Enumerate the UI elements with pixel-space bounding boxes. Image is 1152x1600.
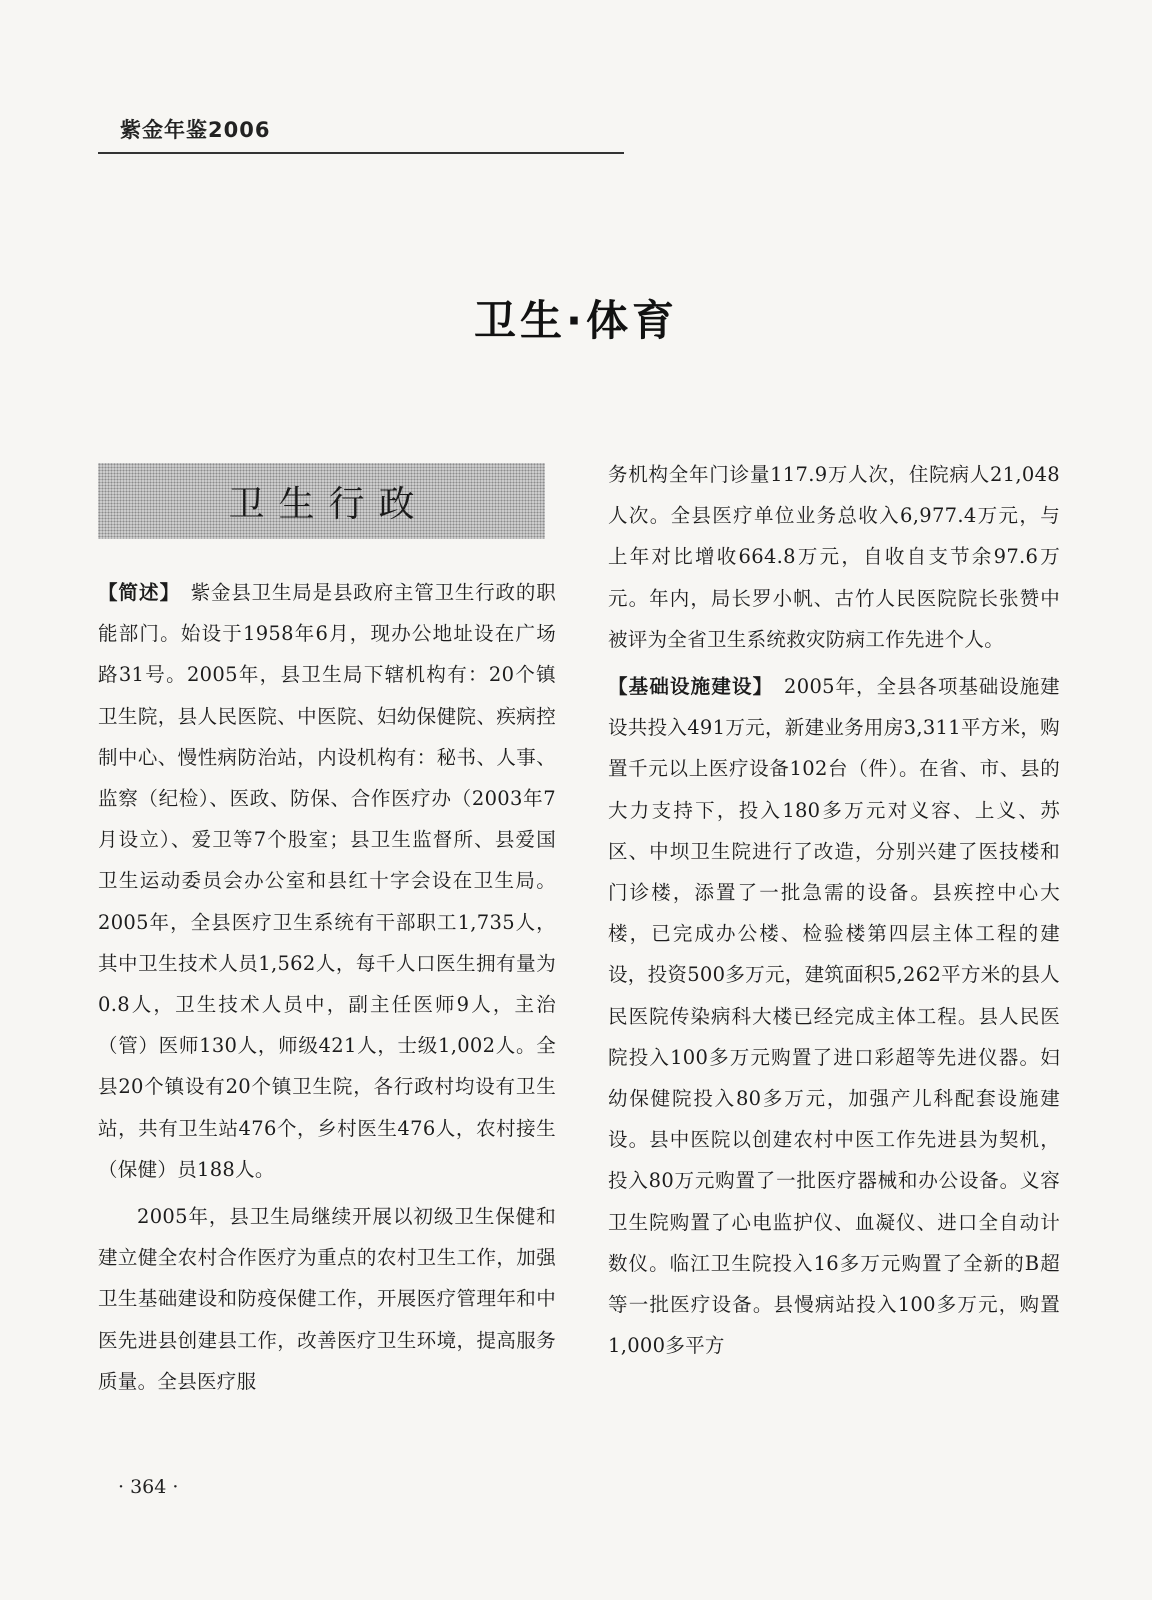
overview-paragraph xyxy=(98,572,556,1190)
section-title: 卫生行政 xyxy=(228,483,429,525)
chapter-title: 卫生·体育 xyxy=(474,296,678,345)
left-column xyxy=(98,572,556,1402)
paragraph-2 xyxy=(98,1196,556,1402)
overview-text: 紫金县卫生局是县政府主管卫生行政的职能部门。始设于1958年6月，现办公地址设在广场路31号。2005年，县卫生局下辖机构有：20个镇卫生院，县人民医院、中医院、妇幼保健院、疾病控制中心、慢性病防治站，内设机构有：秘书、人事、监察（纪检）、医政、防保、合作医疗办（2003年7月设立）、爱卫等7个股室；县卫生监督所、县爱国卫生运动委员会办公室和县红十字会设在卫生局。2005年，全县医疗卫生系统有干部职工1,735人，其中卫生技术人员1,562人，每千人口医生拥有量为0.8人，卫生技术人员中，副主任医师9人，主治（管）医师130人，师级421人，士级1,002人。全县20个镇设有20个镇卫生院，各行政村均设有卫生站，共有卫生站476个，乡村医生476人，农村接生（保健）员188人。 xyxy=(98,581,556,1181)
infrastructure-text: 2005年，全县各项基础设施建设共投入491万元，新建业务用房3,311平方米，购置千元以上医疗设备102台（件）。在省、市、县的大力支持下，投入180多万元对义容、上义、苏区、中坝卫生院进行了改造，分别兴建了医技楼和门诊楼，添置了一批急需的设备。县疾控中心大楼，已完成办公楼、检验楼第四层主体工程的建设，投资500多万元，建筑面积5,262平方米的县人民医院传染病科大楼已经完成主体工程。县人民医院投入100多万元购置了进口彩超等先进仪器。妇幼保健院投入80多万元，加强产儿科配套设施建设。县中医院以创建农村中医工作先进县为契机，投入80万元购置了一批医疗器械和办公设备。义容卫生院购置了心电监护仪、血凝仪、进口全自动计数仪。临江卫生院投入16多万元购置了全新的B超等一批医疗设备。县慢病站投入100多万元，购置1,000多平方 xyxy=(608,675,1060,1358)
infrastructure-paragraph xyxy=(608,666,1060,1366)
infrastructure-tag: 【基础设施建设】 xyxy=(608,675,764,699)
section-banner xyxy=(98,463,545,539)
paragraph-2-text: 2005年，县卫生局继续开展以初级卫生保健和建立健全农村合作医疗为重点的农村卫生工作，加强卫生基础建设和防疫保健工作，开展医疗管理年和中医先进县创建县工作，改善医疗卫生环境，提高服务质量。全县医疗服 xyxy=(98,1205,556,1393)
paragraph-2-continued xyxy=(608,454,1060,660)
running-head: 紫金年鉴2006 xyxy=(120,118,271,142)
right-column xyxy=(608,454,1060,1366)
header-rule xyxy=(98,152,624,154)
overview-tag: 【简述】 xyxy=(98,581,171,604)
paragraph-2-continued-text: 务机构全年门诊量117.9万人次，住院病人21,048人次。全县医疗单位业务总收入6,977.4万元，与上年对比增收664.8万元，自收自支节余97.6万元。年内，局长罗小帆、古竹人民医院院长张赞中被评为全省卫生系统救灾防病工作先进个人。 xyxy=(608,463,1060,651)
page-number: · 364 · xyxy=(118,1476,179,1498)
